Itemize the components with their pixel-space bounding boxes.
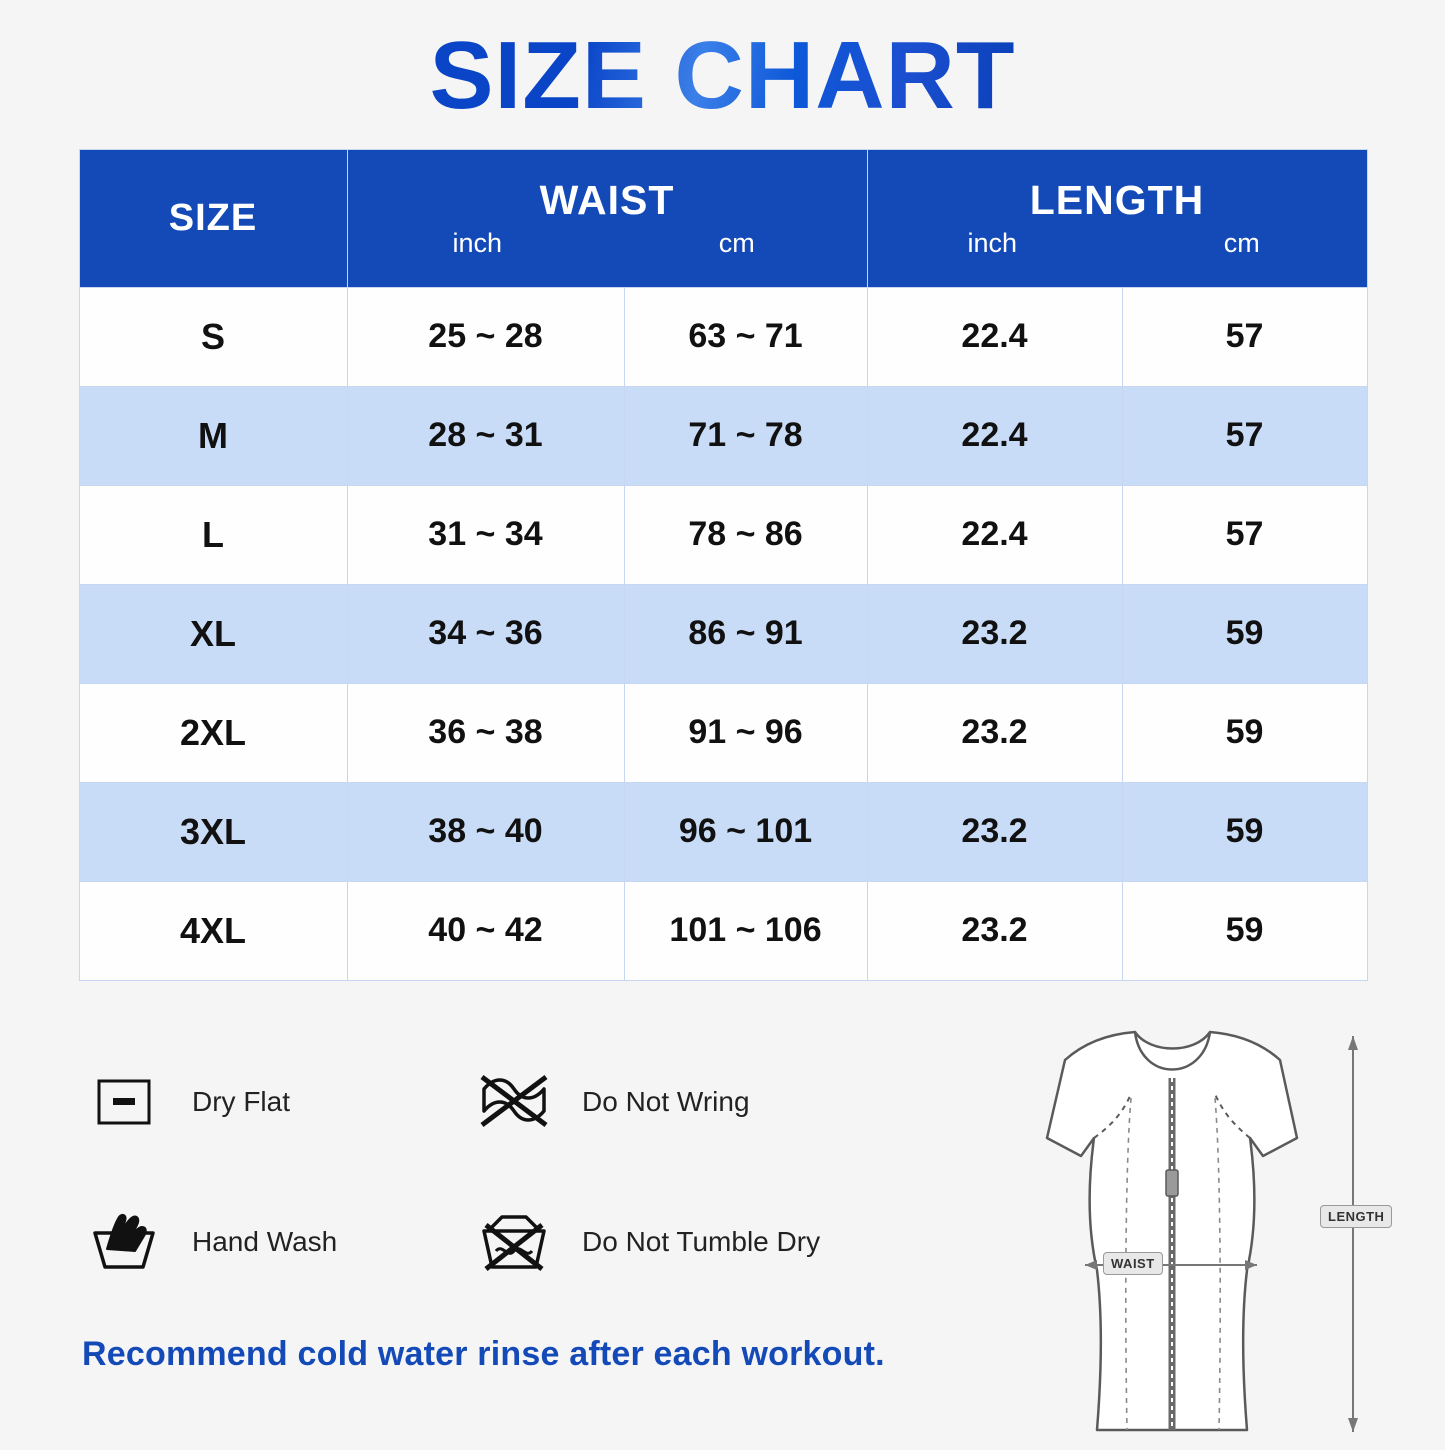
header-length-unit-inch: inch <box>967 228 1018 259</box>
cell-length-cm: 59 <box>1122 782 1367 881</box>
header-length <box>867 149 1367 287</box>
cell-length-cm: 57 <box>1122 287 1367 386</box>
cell-length-inch: 22.4 <box>867 485 1122 584</box>
do-not-wring-icon <box>472 1060 556 1144</box>
cell-size: 4XL <box>79 881 347 980</box>
header-waist-title: WAIST <box>539 177 675 224</box>
cell-length-cm: 57 <box>1122 386 1367 485</box>
garment-svg <box>945 1020 1385 1445</box>
cell-waist-cm: 101 ~ 106 <box>624 881 867 980</box>
cell-length-inch: 22.4 <box>867 287 1122 386</box>
cell-length-inch: 23.2 <box>867 881 1122 980</box>
table-row <box>79 386 1367 485</box>
care-item-do-not-wring <box>472 1060 862 1144</box>
cell-length-inch: 23.2 <box>867 584 1122 683</box>
cell-length-inch: 22.4 <box>867 386 1122 485</box>
cell-length-cm: 59 <box>1122 683 1367 782</box>
header-waist <box>347 149 867 287</box>
header-length-title: LENGTH <box>1029 177 1205 224</box>
care-item-do-not-tumble-dry <box>472 1200 862 1284</box>
recommendation-text: Recommend cold water rinse after each workout. <box>82 1335 885 1373</box>
cell-size: 3XL <box>79 782 347 881</box>
cell-waist-inch: 40 ~ 42 <box>347 881 624 980</box>
table-row <box>79 782 1367 881</box>
table-row <box>79 485 1367 584</box>
cell-waist-inch: 31 ~ 34 <box>347 485 624 584</box>
cell-waist-cm: 91 ~ 96 <box>624 683 867 782</box>
care-row-2 <box>82 1200 942 1284</box>
table-row <box>79 683 1367 782</box>
care-label-do-not-tumble-dry: Do Not Tumble Dry <box>582 1226 821 1257</box>
care-row-1 <box>82 1060 942 1144</box>
cell-size: M <box>79 386 347 485</box>
cell-waist-inch: 28 ~ 31 <box>347 386 624 485</box>
page-title: SIZE CHART <box>429 22 1016 129</box>
care-label-hand-wash: Hand Wash <box>192 1226 338 1257</box>
page-title-wrapper <box>0 0 1445 127</box>
cell-size: S <box>79 287 347 386</box>
care-label-do-not-wring: Do Not Wring <box>582 1086 750 1117</box>
header-waist-unit-inch: inch <box>452 228 503 259</box>
header-size: SIZE <box>79 149 347 287</box>
dry-flat-icon <box>82 1060 166 1144</box>
header-length-unit-cm: cm <box>1223 228 1260 259</box>
cell-length-cm: 57 <box>1122 485 1367 584</box>
waist-measure-tag: WAIST <box>1103 1252 1163 1275</box>
table-row <box>79 287 1367 386</box>
cell-size: L <box>79 485 347 584</box>
cell-waist-cm: 96 ~ 101 <box>624 782 867 881</box>
care-instructions <box>82 1060 942 1340</box>
cell-length-cm: 59 <box>1122 881 1367 980</box>
cell-length-cm: 59 <box>1122 584 1367 683</box>
do-not-tumble-dry-icon <box>472 1200 556 1284</box>
size-chart-table <box>79 149 1368 981</box>
cell-size: 2XL <box>79 683 347 782</box>
garment-illustration <box>945 1020 1385 1445</box>
size-chart-table-wrapper <box>79 149 1367 981</box>
cell-waist-inch: 34 ~ 36 <box>347 584 624 683</box>
cell-length-inch: 23.2 <box>867 782 1122 881</box>
header-waist-unit-cm: cm <box>718 228 755 259</box>
cell-waist-cm: 78 ~ 86 <box>624 485 867 584</box>
cell-waist-cm: 86 ~ 91 <box>624 584 867 683</box>
hand-wash-icon <box>82 1200 166 1284</box>
cell-waist-inch: 25 ~ 28 <box>347 287 624 386</box>
table-body <box>79 287 1367 980</box>
length-measure-tag: LENGTH <box>1320 1205 1392 1228</box>
table-row <box>79 881 1367 980</box>
cell-length-inch: 23.2 <box>867 683 1122 782</box>
cell-waist-inch: 36 ~ 38 <box>347 683 624 782</box>
care-item-hand-wash <box>82 1200 472 1284</box>
table-row <box>79 584 1367 683</box>
care-label-dry-flat: Dry Flat <box>192 1086 290 1117</box>
cell-waist-cm: 71 ~ 78 <box>624 386 867 485</box>
care-item-dry-flat <box>82 1060 472 1144</box>
cell-size: XL <box>79 584 347 683</box>
table-header <box>79 149 1367 287</box>
cell-waist-inch: 38 ~ 40 <box>347 782 624 881</box>
cell-waist-cm: 63 ~ 71 <box>624 287 867 386</box>
